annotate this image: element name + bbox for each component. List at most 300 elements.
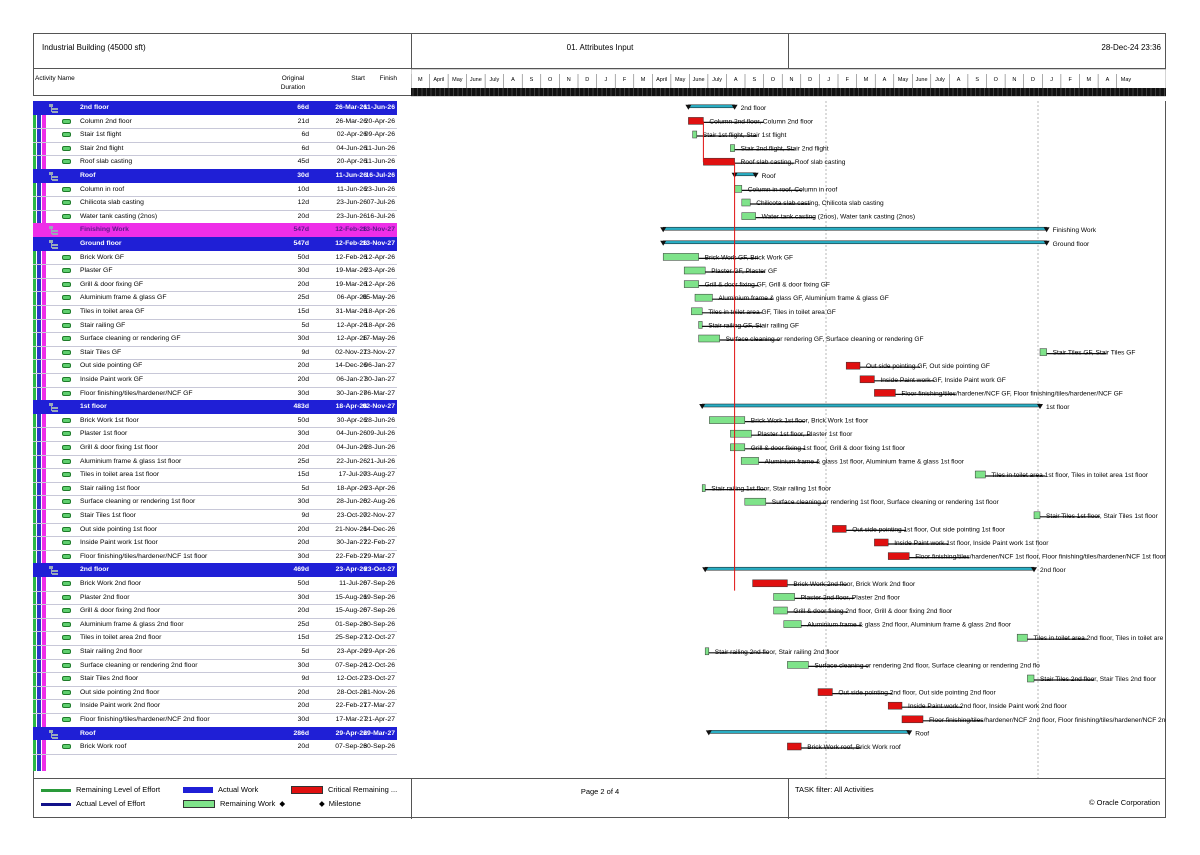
- column-headers: [33, 69, 411, 96]
- activity-row[interactable]: [33, 699, 397, 714]
- activity-icon: [62, 268, 71, 273]
- activity-row[interactable]: [33, 482, 397, 497]
- activity-start: 12-Apr-26: [336, 321, 367, 329]
- activity-bar: [735, 185, 742, 192]
- bar-label: Inside Paint work 1st floor, Inside Paint work 1st floor: [894, 540, 1049, 547]
- activity-finish: 12-Apr-26: [364, 280, 395, 288]
- activity-start: 11-Jun-26: [335, 172, 367, 179]
- activity-duration: 50d: [297, 416, 309, 424]
- activity-finish: 13-Nov-27: [362, 240, 395, 247]
- activity-finish: 20-Apr-26: [364, 117, 395, 125]
- wbs-row[interactable]: [33, 169, 397, 183]
- activity-finish: 11-Jun-26: [363, 104, 395, 111]
- bar-label: Surface cleaning or rendering 2nd floor, Surface cleaning or rendering 2nd flo: [814, 662, 1040, 670]
- activity-start: 25-Sep-27: [335, 634, 367, 642]
- activity-bar: [705, 648, 709, 655]
- wbs-folder-icon: [49, 226, 58, 234]
- bar-label: Brick Work 2nd floor, Brick Work 2nd floor: [793, 580, 916, 588]
- activity-finish: 21-Nov-26: [363, 688, 395, 696]
- bar-label: 2nd floor: [740, 104, 767, 112]
- activity-bar: [730, 145, 734, 152]
- timescale-label: May: [452, 77, 463, 83]
- bar-label: Column 2nd floor, Column 2nd floor: [709, 118, 814, 126]
- activity-row[interactable]: [33, 659, 397, 674]
- activity-row[interactable]: [33, 686, 397, 701]
- activity-finish: 09-Apr-26: [364, 131, 395, 139]
- activity-duration: 6d: [301, 131, 309, 139]
- timescale-label: April: [433, 77, 445, 83]
- activity-row[interactable]: [33, 305, 397, 320]
- diamond-icon: ◆: [279, 799, 286, 808]
- timescale-label: April: [656, 77, 668, 83]
- timescale-label: S: [975, 77, 980, 83]
- activity-start: 23-Jun-26: [336, 199, 367, 207]
- summary-bar: [735, 173, 756, 176]
- activity-start: 07-Sep-26: [335, 661, 367, 669]
- activity-finish: 12-Oct-27: [364, 634, 395, 642]
- activity-start: 30-Apr-26: [336, 416, 367, 424]
- activity-row[interactable]: [33, 604, 397, 619]
- wbs-folder-icon: [49, 566, 58, 574]
- activity-icon: [62, 649, 71, 654]
- activity-name: Roof: [80, 172, 96, 179]
- timescale-label: O: [547, 77, 553, 83]
- activity-icon: [62, 540, 71, 545]
- timescale-week-strip: [411, 88, 1166, 96]
- activity-name: Plaster 1st floor: [80, 430, 128, 438]
- wbs-row[interactable]: [33, 727, 397, 741]
- activity-row[interactable]: [33, 509, 397, 524]
- activity-start: 15-Aug-26: [335, 607, 367, 615]
- activity-icon: [62, 703, 71, 708]
- activity-start: 19-Mar-26: [335, 267, 367, 275]
- bar-label: Roof: [915, 730, 930, 738]
- activity-row[interactable]: [33, 577, 397, 592]
- activity-icon: [62, 431, 71, 436]
- col-activity-name[interactable]: Activity Name: [35, 75, 75, 82]
- activity-row[interactable]: [33, 332, 397, 347]
- layout-name: 01. Attributes Input: [411, 33, 788, 69]
- timescale-label: O: [770, 77, 776, 83]
- activity-name: Roof slab casting: [80, 158, 133, 166]
- bar-label: Water tank casting (2nos), Water tank casting (2nos): [761, 213, 916, 221]
- legend-swatch-actual-work: [183, 787, 213, 793]
- activity-duration: 547d: [293, 226, 309, 234]
- activity-icon: [62, 445, 71, 450]
- wbs-row[interactable]: [33, 101, 397, 115]
- activity-start: 30-Jan-27: [336, 389, 367, 397]
- activity-icon: [62, 744, 71, 749]
- activity-icon: [62, 377, 71, 382]
- bar-label: Inside Paint work 2nd floor, Inside Paint work 2nd floor: [908, 703, 1067, 711]
- activity-finish: 11-Jun-26: [364, 158, 395, 166]
- activity-row[interactable]: [33, 196, 397, 211]
- activity-row[interactable]: [33, 591, 397, 606]
- gantt-svg: [411, 69, 1166, 779]
- bar-label: Out side pointing GF, Out side pointing GF: [866, 363, 990, 371]
- bar-label: Out side pointing 2nd floor, Out side pointing 2nd floor: [838, 689, 996, 697]
- bar-label: Stair Tiles GF, Stair Tiles GF: [1052, 349, 1136, 357]
- bar-label: Aluminium frame & glass 2nd floor, Aluminium frame & glass 2nd floor: [807, 621, 1011, 629]
- activity-start: 12-Oct-27: [336, 675, 367, 683]
- bar-label: Stair railing 2nd floor, Stair railing 2nd floor: [714, 648, 840, 656]
- activity-row[interactable]: [33, 387, 397, 402]
- activity-finish: 16-Jul-26: [366, 212, 395, 220]
- summary-bar: [709, 730, 909, 733]
- activity-duration: 20d: [297, 212, 309, 220]
- activity-icon: [62, 132, 71, 137]
- activity-bar: [753, 580, 788, 587]
- activity-finish: 09-Jul-26: [366, 430, 395, 438]
- bar-label: Roof: [761, 172, 776, 180]
- bar-label: Tiles in toilet area 1st floor, Tiles in toilet area 1st floor: [991, 472, 1149, 479]
- activity-start: 15-Aug-26: [335, 593, 367, 601]
- activity-start: 18-Apr-26: [335, 403, 367, 411]
- activity-name: Aluminium frame & glass 1st floor: [80, 457, 182, 465]
- activity-icon: [62, 622, 71, 627]
- legend-critical: Critical Remaining ...: [291, 785, 397, 795]
- activity-duration: 20d: [297, 280, 309, 288]
- activity-finish: 29-Mar-27: [363, 552, 395, 560]
- activity-bar: [1034, 512, 1040, 519]
- activity-finish: 23-Apr-26: [364, 267, 395, 275]
- bar-label: Out side pointing 1st floor, Out side pointing 1st floor: [852, 526, 1006, 534]
- activity-start: 02-Nov-27: [335, 348, 367, 356]
- activity-row[interactable]: [33, 495, 397, 510]
- activity-start: 22-Jun-26: [336, 457, 367, 465]
- activity-row[interactable]: [33, 210, 397, 225]
- bar-label: Stair 1st flight, Stair 1st flight: [702, 132, 787, 139]
- activity-duration: 286d: [293, 729, 309, 737]
- legend-swatch-remaining-work: [183, 800, 215, 808]
- activity-row[interactable]: [33, 264, 397, 279]
- activity-icon: [62, 159, 71, 164]
- activity-duration: 20d: [297, 376, 309, 383]
- activity-bar: [1017, 634, 1027, 641]
- activity-row[interactable]: [33, 523, 397, 538]
- activity-finish: 30-Sep-26: [363, 620, 395, 628]
- activity-row[interactable]: [33, 278, 397, 293]
- activity-start: 12-Feb-26: [335, 253, 367, 261]
- timescale-label: F: [845, 77, 849, 83]
- bar-label: Chilicota slab casting, Chilicota slab casting: [756, 200, 884, 207]
- activity-row[interactable]: [33, 468, 397, 483]
- activity-start: 29-Apr-26: [335, 729, 367, 737]
- activity-row[interactable]: [33, 183, 397, 198]
- activity-row[interactable]: [33, 291, 397, 306]
- activity-finish: 30-Sep-26: [363, 743, 395, 751]
- activity-name: Stair Tiles 2nd floor: [80, 675, 139, 683]
- activity-name: Brick Work 1st floor: [80, 416, 139, 424]
- activity-row[interactable]: [33, 645, 397, 660]
- summary-bar: [663, 241, 1046, 244]
- activity-row[interactable]: [33, 631, 397, 646]
- activity-icon: [62, 336, 71, 341]
- activity-duration: 547d: [293, 240, 309, 247]
- activity-start: 11-Jun-26: [336, 185, 367, 193]
- activity-finish: 14-Dec-26: [363, 525, 395, 533]
- milestone-icon: ◆: [319, 799, 325, 808]
- activity-name: Stair 2nd flight: [80, 144, 124, 152]
- bar-label: 1st floor: [1046, 404, 1070, 411]
- activity-row[interactable]: [33, 142, 397, 157]
- activity-row[interactable]: [33, 251, 397, 266]
- timescale-label: A: [733, 77, 738, 83]
- activity-duration: 30d: [297, 267, 309, 275]
- timescale-label: D: [1031, 77, 1035, 83]
- activity-bar: [1040, 349, 1047, 356]
- activity-duration: 50d: [297, 580, 309, 587]
- timescale-label: F: [622, 77, 627, 83]
- activity-start: 01-Sep-26: [335, 620, 367, 628]
- activity-start: 04-Jun-26: [336, 144, 367, 152]
- legend-swatch-remaining-loe: [41, 789, 71, 792]
- activity-icon: [62, 635, 71, 640]
- activity-name: Aluminium frame & glass GF: [80, 294, 167, 302]
- activity-row[interactable]: [33, 319, 397, 334]
- bar-label: Surface cleaning or rendering GF, Surface cleaning or rendering GF: [725, 336, 924, 343]
- activity-start: 12-Feb-26: [335, 226, 367, 234]
- activity-name: Brick Work roof: [80, 743, 127, 751]
- activity-row[interactable]: [33, 346, 397, 361]
- activity-bar: [702, 485, 705, 492]
- activity-bar: [860, 376, 874, 383]
- activity-icon: [62, 486, 71, 491]
- bar-label: Stair Tiles 2nd floor, Stair Tiles 2nd floor: [1040, 676, 1157, 683]
- activity-finish: 17-May-26: [362, 335, 395, 343]
- activity-finish: 13-Nov-27: [363, 348, 395, 356]
- bar-label: Aluminium frame & glass GF, Aluminium frame & glass GF: [718, 295, 889, 303]
- activity-finish: 22-Feb-27: [363, 539, 395, 547]
- legend-actual-work: Actual Work: [183, 785, 258, 795]
- activity-bar: [818, 689, 832, 696]
- activity-start: 28-Jun-26: [336, 498, 367, 506]
- timescale-label: July: [489, 77, 500, 83]
- activity-bar: [742, 199, 750, 206]
- activity-name: Stair Tiles 1st floor: [80, 512, 136, 519]
- activity-bar: [745, 498, 766, 505]
- activity-bar: [774, 593, 795, 600]
- activity-row[interactable]: [33, 672, 397, 687]
- activity-duration: 30d: [297, 430, 309, 438]
- activity-name: Inside Paint work 2nd floor: [80, 702, 161, 710]
- timescale-label: M: [418, 77, 423, 83]
- col-duration-l1[interactable]: Original: [281, 75, 305, 82]
- activity-duration: 30d: [297, 661, 309, 669]
- activity-finish: 07-Jul-26: [366, 199, 395, 207]
- activity-row[interactable]: [33, 414, 397, 429]
- activity-row[interactable]: [33, 550, 397, 565]
- activity-finish: 11-Jun-26: [364, 144, 395, 152]
- activity-finish: 16-Jul-26: [365, 172, 395, 179]
- activity-name: Surface cleaning or rendering 1st floor: [80, 498, 196, 506]
- activity-duration: 469d: [293, 566, 309, 574]
- activity-name: Inside Paint work GF: [80, 376, 144, 383]
- activity-row[interactable]: [33, 740, 397, 755]
- activity-bar: [684, 281, 698, 288]
- bar-label: Plaster 1st floor, Plaster 1st floor: [757, 431, 853, 439]
- activity-duration: 483d: [293, 403, 309, 411]
- activity-duration: 20d: [297, 362, 309, 370]
- activity-finish: 28-Jun-26: [364, 444, 395, 451]
- activity-icon: [62, 513, 71, 518]
- activity-finish: 07-Sep-26: [363, 607, 395, 615]
- activity-icon: [62, 581, 71, 586]
- activity-bar: [688, 117, 703, 124]
- activity-row[interactable]: [33, 713, 397, 728]
- legend: [33, 779, 411, 819]
- activity-duration: 5d: [301, 321, 309, 329]
- activity-duration: 25d: [297, 620, 309, 628]
- activity-start: 30-Jan-27: [336, 539, 367, 547]
- activity-start: 23-Apr-26: [335, 566, 367, 574]
- activity-row[interactable]: [33, 155, 397, 170]
- activity-bar: [695, 294, 712, 301]
- activity-icon: [62, 146, 71, 151]
- activity-row[interactable]: [33, 115, 397, 130]
- activity-icon: [62, 200, 71, 205]
- activity-duration: 30d: [297, 335, 309, 343]
- report-date: 28-Dec-24 23:36: [788, 33, 1166, 69]
- activity-bar: [709, 417, 744, 424]
- summary-bar: [705, 567, 1034, 570]
- timescale-label: D: [585, 77, 590, 83]
- page-number: Page 2 of 4: [411, 779, 788, 819]
- activity-finish: 29-Mar-27: [363, 729, 395, 737]
- activity-name: Stair railing 2nd floor: [80, 648, 143, 655]
- col-duration-l2[interactable]: Duration: [280, 84, 306, 91]
- activity-name: Column 2nd floor: [80, 117, 132, 125]
- activity-finish: 18-Apr-26: [364, 321, 395, 329]
- activity-name: Aluminium frame & glass 2nd floor: [80, 620, 184, 628]
- wbs-row[interactable]: [33, 400, 397, 414]
- activity-bar: [874, 389, 895, 396]
- activity-duration: 66d: [297, 104, 309, 111]
- col-finish[interactable]: Finish: [379, 75, 397, 82]
- activity-start: 04-Jun-26: [336, 430, 367, 438]
- activity-bar: [730, 430, 751, 437]
- activity-name: Column in roof: [80, 185, 125, 193]
- activity-duration: 9d: [301, 512, 309, 519]
- timescale-label: A: [956, 77, 961, 83]
- activity-start: 02-Apr-26: [336, 131, 367, 139]
- activity-row[interactable]: [33, 618, 397, 633]
- project-title: Industrial Building (45000 sft): [42, 43, 146, 52]
- wbs-row[interactable]: [33, 223, 397, 237]
- activity-duration: 30d: [297, 716, 309, 723]
- activity-bar: [691, 308, 702, 315]
- activity-duration: 30d: [297, 172, 309, 179]
- task-filter: TASK filter: All Activities: [795, 785, 874, 794]
- timescale-label: A: [1105, 77, 1110, 83]
- activity-bar: [874, 539, 888, 546]
- report-header: [33, 33, 1166, 69]
- activity-finish: 18-Apr-26: [364, 308, 395, 315]
- bar-label: Column in roof, Column in roof: [747, 186, 838, 194]
- activity-duration: 45d: [297, 158, 309, 166]
- activity-name: Tiles in toilet area GF: [80, 308, 145, 315]
- activity-bar: [699, 335, 720, 342]
- timescale-label: J: [827, 77, 831, 83]
- activity-duration: 21d: [297, 117, 309, 125]
- activity-duration: 20d: [297, 444, 309, 451]
- copyright: © Oracle Corporation: [1089, 798, 1160, 807]
- activity-name: Inside Paint work 1st floor: [80, 539, 158, 547]
- activity-name: Out side pointing 2nd floor: [80, 688, 160, 696]
- timescale-label: N: [1012, 77, 1017, 83]
- activity-icon: [62, 663, 71, 668]
- activity-duration: 50d: [297, 253, 309, 261]
- bar-label: Grill & door fixing GF, Grill & door fixing GF: [704, 281, 830, 289]
- activity-icon: [62, 350, 71, 355]
- activity-bar: [774, 607, 788, 614]
- timescale-label: May: [1120, 77, 1132, 83]
- activity-name: 2nd floor: [80, 566, 110, 574]
- activity-row[interactable]: [33, 441, 397, 456]
- wbs-row[interactable]: [33, 237, 397, 251]
- activity-start: 06-Jan-27: [336, 376, 367, 383]
- activity-start: 31-Mar-26: [335, 308, 367, 315]
- activity-finish: 17-Mar-27: [363, 702, 395, 710]
- activity-finish: 30-Jan-27: [364, 376, 395, 383]
- activity-bar: [787, 743, 801, 750]
- activity-finish: 23-Oct-27: [364, 675, 395, 683]
- bar-label: Ground floor: [1052, 240, 1090, 248]
- activity-start: 14-Dec-26: [335, 362, 367, 370]
- activity-name: Tiles in toilet area 1st floor: [80, 471, 160, 479]
- timescale-label: J: [604, 77, 608, 83]
- bar-label: Stair 2nd flight, Stair 2nd flight: [740, 145, 829, 153]
- activity-finish: 28-Jun-26: [364, 416, 395, 424]
- activity-start: 23-Jun-26: [336, 212, 367, 220]
- activity-icon: [62, 255, 71, 260]
- activity-start: 19-Mar-26: [335, 280, 367, 288]
- activity-icon: [62, 459, 71, 464]
- activity-icon: [62, 187, 71, 192]
- activity-icon: [62, 418, 71, 423]
- col-start[interactable]: Start: [351, 75, 365, 82]
- activity-icon: [62, 472, 71, 477]
- activity-name: Chilicota slab casting: [80, 199, 144, 207]
- activity-duration: 15d: [297, 634, 309, 642]
- activity-bar: [703, 158, 734, 165]
- legend-remaining-loe: Remaining Level of Effort: [41, 785, 160, 795]
- timescale-label: O: [993, 77, 998, 83]
- activity-name: Out side pointing 1st floor: [80, 525, 158, 533]
- activity-duration: 5d: [301, 648, 309, 655]
- activity-row[interactable]: [33, 373, 397, 388]
- bar-label: Tiles in toilet area 2nd floor, Tiles in toilet are: [1033, 635, 1164, 643]
- activity-row[interactable]: [33, 455, 397, 470]
- activity-row[interactable]: [33, 128, 397, 143]
- activity-row[interactable]: [33, 536, 397, 551]
- activity-row[interactable]: [33, 427, 397, 442]
- activity-duration: 6d: [301, 144, 309, 152]
- activity-bar: [684, 267, 705, 274]
- legend-swatch-critical: [291, 786, 323, 794]
- activity-name: Tiles in toilet area 2nd floor: [80, 634, 162, 642]
- wbs-row[interactable]: [33, 563, 397, 577]
- activity-finish: 02-Aug-26: [363, 498, 395, 506]
- activity-start: 04-Jun-26: [336, 444, 367, 451]
- bar-label: Finishing Work: [1052, 227, 1097, 235]
- bar-label: Inside Paint work GF, Inside Paint work GF: [880, 376, 1006, 384]
- bar-label: Brick Work roof, Brick Work roof: [807, 744, 901, 751]
- activity-row[interactable]: [33, 359, 397, 374]
- timescale-label: May: [897, 77, 909, 83]
- bar-label: Floor finishing/tiles/hardener/NCF 2nd floor, Floor finishing/tiles/hardener/NCF 2nd f: [929, 716, 1166, 724]
- activity-duration: 20d: [297, 539, 309, 547]
